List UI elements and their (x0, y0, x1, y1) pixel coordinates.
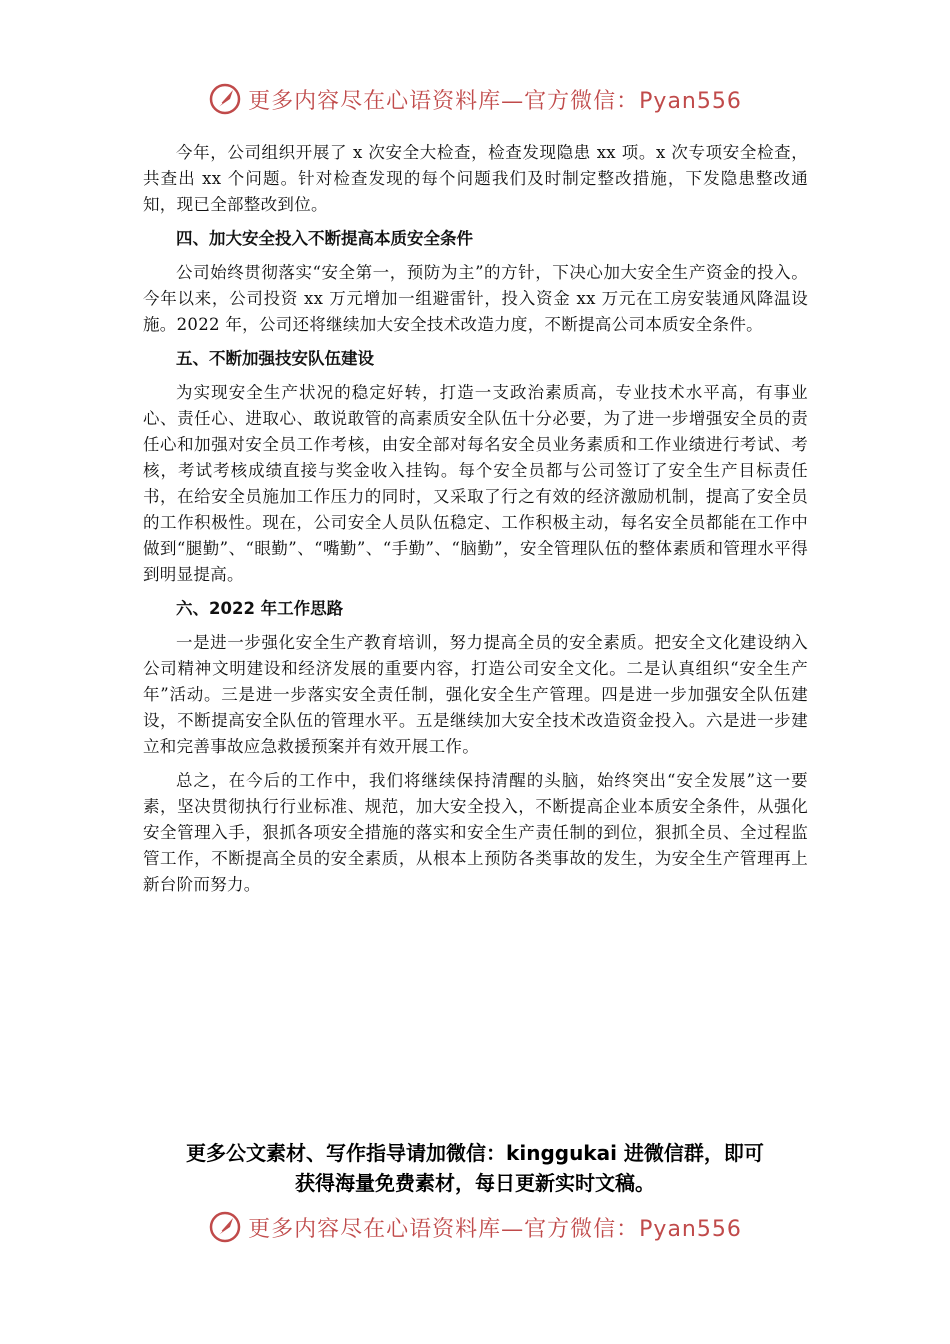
footer-banner (0, 1210, 950, 1244)
section-heading: 六、2022 年工作思路 (176, 599, 344, 618)
quill-logo-icon (208, 82, 242, 116)
section-heading: 五、不断加强技安队伍建设 (176, 349, 374, 368)
document-body (143, 140, 808, 906)
footer-promo-note (0, 1138, 950, 1198)
paragraph: 公司始终贯彻落实“安全第一，预防为主”的方针，下决心加大安全生产资金的投入。今年以来，公司投资 xx 万元增加一组避雷针，投入资金 xx 万元在工房安装通风降温设施。2022 年，公司还将继续加大安全技术改造力度，不断提高公司本质安全条件。 (143, 263, 808, 334)
banner-wechat-id: Pyan556 (639, 88, 742, 114)
section-heading: 四、加大安全投入不断提高本质安全条件 (176, 229, 473, 248)
paragraph: 今年，公司组织开展了 x 次安全大检查，检查发现隐患 xx 项。x 次专项安全检查，共查出 xx 个问题。针对检查发现的每个问题我们及时制定整改措施，下发隐患整改通知，现已全部整改到位。 (143, 143, 808, 214)
header-banner (0, 82, 950, 116)
banner-wechat-id: Pyan556 (639, 1216, 742, 1242)
footer-note-line-2: 获得海量免费素材，每日更新实时文稿。 (295, 1171, 655, 1195)
paragraph: 一是进一步强化安全生产教育培训，努力提高全员的安全素质。把安全文化建设纳入公司精神文明建设和经济发展的重要内容，打造公司安全文化。二是认真组织“安全生产年”活动。三是进一步落实安全责任制，强化安全生产管理。四是进一步加强安全队伍建设，不断提高安全队伍的管理水平。五是继续加大安全技术改造资金投入。六是进一步建立和完善事故应急救援预案并有效开展工作。 (143, 633, 808, 756)
paragraph: 总之，在今后的工作中，我们将继续保持清醒的头脑，始终突出“安全发展”这一要素，坚决贯彻执行行业标准、规范，加大安全投入，不断提高企业本质安全条件，从强化安全管理入手，狠抓各项安全措施的落实和安全生产责任制的到位，狠抓全员、全过程监管工作，不断提高全员的安全素质，从根本上预防各类事故的发生，为安全生产管理再上新台阶而努力。 (143, 771, 808, 894)
footer-note-line-1: 更多公文素材、写作指导请加微信：kinggukai 进微信群，即可 (186, 1141, 764, 1165)
quill-logo-icon (208, 1210, 242, 1244)
paragraph: 为实现安全生产状况的稳定好转，打造一支政治素质高，专业技术水平高，有事业心、责任心、进取心、敢说敢管的高素质安全队伍十分必要，为了进一步增强安全员的责任心和加强对安全员工作考核，由安全部对每名安全员业务素质和工作业绩进行考试、考核，考试考核成绩直接与奖金收入挂钩。每个安全员都与公司签订了安全生产目标责任书，在给安全员施加工作压力的同时，又采取了行之有效的经济激励机制，提高了安全员的工作积极性。现在，公司安全人员队伍稳定、工作积极主动，每名安全员都能在工作中做到“腿勤”、“眼勤”、“嘴勤”、“手勤”、“脑勤”，安全管理队伍的整体素质和管理水平得到明显提高。 (143, 383, 808, 584)
banner-text: 更多内容尽在心语资料库—官方微信：Pyan556 (248, 88, 742, 114)
banner-text: 更多内容尽在心语资料库—官方微信：Pyan556 (248, 1216, 742, 1242)
